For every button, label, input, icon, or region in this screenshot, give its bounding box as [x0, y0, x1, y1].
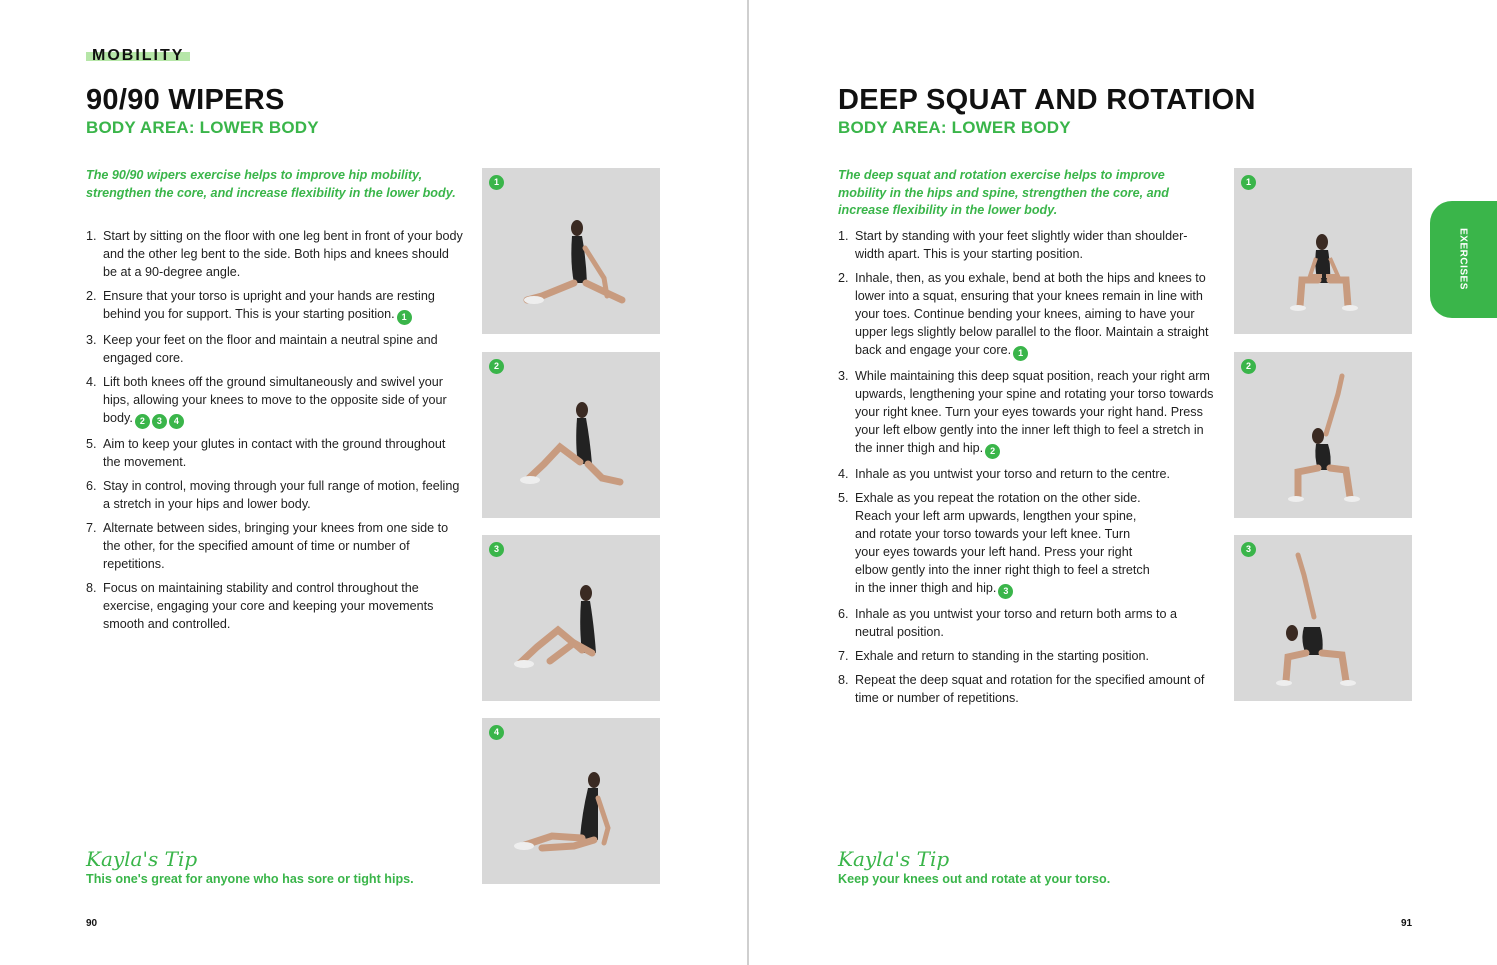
step-item: 7. Exhale and return to standing in the starting position. [838, 649, 1150, 663]
seated-figure-illustration [482, 352, 660, 518]
left-page [0, 0, 748, 965]
squat-figure-illustration [1234, 168, 1412, 334]
tip-box [838, 848, 1110, 886]
step-item: 1. Start by standing with your feet slightly wider than shoulder-width apart. This is your starting position. [838, 229, 1188, 261]
step-ref-badge: 3 [152, 414, 167, 429]
exercise-photo [482, 535, 660, 701]
step-item: 8. Focus on maintaining stability and control throughout the exercise, engaging your core and keeping your movements smooth and controlled. [86, 581, 434, 631]
step-item: 4. Inhale as you untwist your torso and return to the centre. [838, 467, 1171, 481]
step-item: 3. While maintaining this deep squat position, reach your right arm upwards, lengthening your spine and rotating your torso towards your right knee. Turn your eyes towards your right hand. Press your left elbow gently into the inner left thigh to feel a stretch in the inner thigh and hip. 2 [838, 367, 1216, 459]
step-item: 5. Exhale as you repeat the rotation on the other side. Reach your left arm upwards, lengthen your spine, and rotate your torso towards your left knee. Turn your eyes towards your left hand. Press your right elbow gently into the inner right thigh to feel a stretch in the inner thigh and hip. 3 [838, 489, 1216, 599]
exercise-intro: The 90/90 wipers exercise helps to improve hip mobility, strengthen the core, and increase flexibility in the lower body. [86, 168, 456, 200]
photo-number-badge: 2 [1241, 359, 1256, 374]
step-ref-badge: 2 [985, 444, 1000, 459]
step-item: 6. Inhale as you untwist your torso and return both arms to a neutral position. [838, 607, 1178, 639]
squat-rotation-figure-illustration [1234, 535, 1412, 701]
side-tab-label: EXERCISES [1457, 228, 1469, 290]
step-ref-badge: 1 [1013, 346, 1028, 361]
exercises-side-tab[interactable] [1430, 201, 1497, 318]
right-page [749, 0, 1497, 965]
step-ref-badge: 2 [135, 414, 150, 429]
photo-number-badge: 3 [489, 542, 504, 557]
photo-number-badge: 2 [489, 359, 504, 374]
step-item: 2. Inhale, then, as you exhale, bend at both the hips and knees to lower into a squat, ensuring that your knees remain in line with your toes. Continue bending your knees, aiming to have your upper legs slightly below parallel to the floor. Maintain a straight back and engage your core. 1 [838, 269, 1216, 361]
exercise-intro: The deep squat and rotation exercise helps to improve mobility in the hips and spine, strengthen the core, and increase flexibility in the lower body. [838, 168, 1169, 218]
page-number: 90 [86, 918, 98, 929]
exercise-photo [1234, 352, 1412, 518]
step-ref-badge: 3 [998, 584, 1013, 599]
step-item: 1. Start by sitting on the floor with one leg bent in front of your body and the other leg bent to the side. Both hips and knees should be at a 90-degree angle. [86, 229, 463, 279]
seated-figure-illustration [482, 718, 660, 884]
tip-title: Kayla's Tip [86, 847, 198, 871]
squat-rotation-figure-illustration [1234, 352, 1412, 518]
photo-number-badge: 1 [1241, 175, 1256, 190]
tip-text: Keep your knees out and rotate at your torso. [838, 872, 1111, 886]
tip-text: This one's great for anyone who has sore or tight hips. [86, 872, 414, 886]
body-area-label: BODY AREA: LOWER BODY [86, 118, 319, 137]
tip-box [86, 848, 414, 886]
exercise-photo [1234, 535, 1412, 701]
photo-number-badge: 1 [489, 175, 504, 190]
step-list [86, 227, 464, 639]
exercise-title: DEEP SQUAT AND ROTATION [838, 84, 1256, 116]
page-number: 91 [1401, 918, 1413, 929]
tip-title: Kayla's Tip [838, 847, 950, 871]
exercise-photo [482, 718, 660, 884]
exercise-photo [482, 168, 660, 334]
seated-figure-illustration [482, 168, 660, 334]
photo-number-badge: 4 [489, 725, 504, 740]
exercise-photo [482, 352, 660, 518]
step-list [838, 227, 1216, 713]
body-area-label: BODY AREA: LOWER BODY [838, 118, 1071, 137]
step-ref-badge: 1 [397, 310, 412, 325]
section-label: MOBILITY [86, 47, 190, 61]
step-item: 6. Stay in control, moving through your full range of motion, feeling a stretch in your hips and lower body. [86, 479, 460, 511]
exercise-photo [1234, 168, 1412, 334]
step-item: 5. Aim to keep your glutes in contact with the ground throughout the movement. [86, 437, 446, 469]
step-item: 8. Repeat the deep squat and rotation for the specified amount of time or number of repetitions. [838, 673, 1205, 705]
exercise-title: 90/90 WIPERS [86, 84, 285, 116]
seated-figure-illustration [482, 535, 660, 701]
step-item: 2. Ensure that your torso is upright and your hands are resting behind you for support. This is your starting position. 1 [86, 287, 464, 325]
step-item: 7. Alternate between sides, bringing your knees from one side to the other, for the specified amount of time or number of repetitions. [86, 521, 449, 571]
step-ref-badge: 4 [169, 414, 184, 429]
photo-number-badge: 3 [1241, 542, 1256, 557]
step-item: 3. Keep your feet on the floor and maintain a neutral spine and engaged core. [86, 333, 438, 365]
step-item: 4. Lift both knees off the ground simultaneously and swivel your hips, allowing your knees to move to the opposite side of your body. 2 3 4 [86, 373, 464, 429]
